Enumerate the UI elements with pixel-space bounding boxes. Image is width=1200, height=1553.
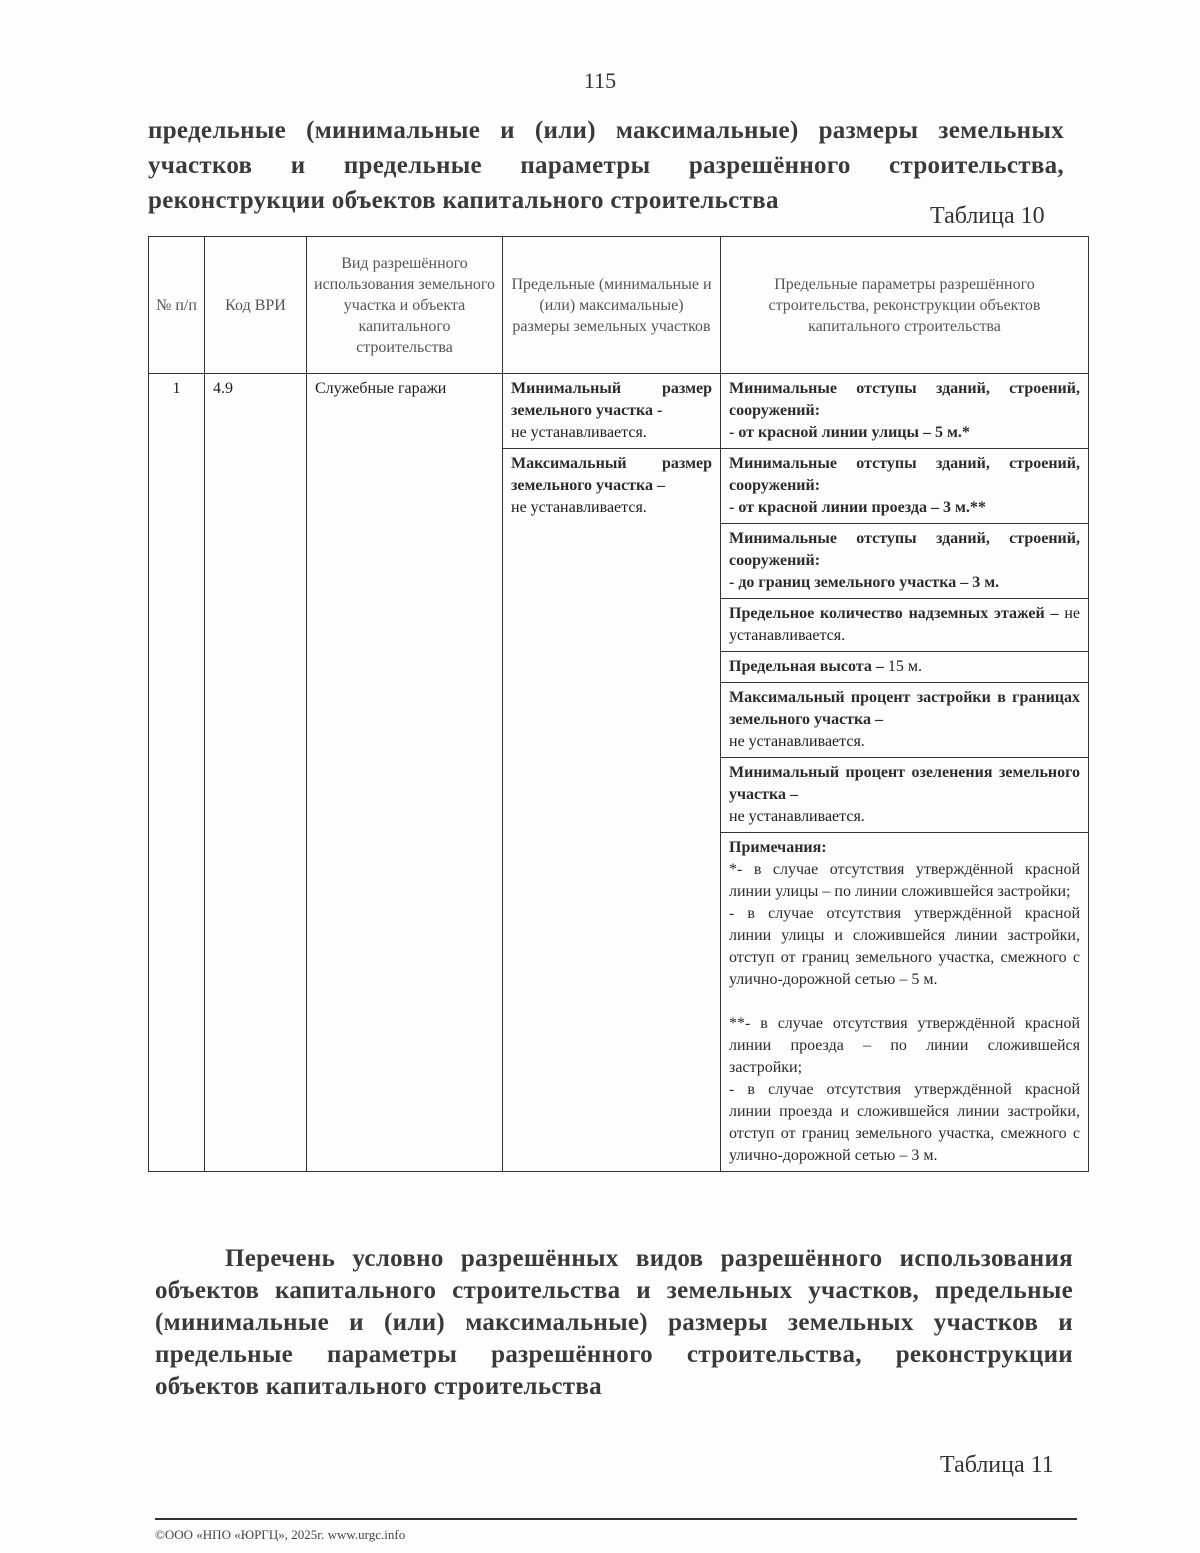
header-size: Предельные (минимальные и (или) максимальные) размеры земельных участков: [503, 237, 721, 374]
param-title: Минимальные отступы зданий, строений, сооружений:: [729, 530, 1080, 569]
param-title: Минимальные отступы зданий, строений, сооружений:: [729, 455, 1080, 494]
param-title: Максимальный процент застройки в границах земельного участка –: [729, 689, 1080, 728]
param-title: Минимальный процент озеленения земельного участка –: [729, 764, 1080, 803]
cell-code: 4.9: [205, 374, 307, 1172]
param-value: не устанавливается.: [729, 733, 865, 750]
footer-divider: [155, 1518, 1077, 1520]
note-item: **- в случае отсутствия утверждённой красной линии проезда – по линии сложившейся застройки;: [729, 1015, 1080, 1076]
max-size-title: Максимальный размер земельного участка –: [511, 455, 712, 494]
param-value: не устанавливается.: [729, 808, 865, 825]
min-size-value: не устанавливается.: [511, 424, 647, 441]
table-header-row: [149, 237, 1089, 374]
header-num: № п/п: [149, 237, 205, 374]
param-value: - от красной линии улицы – 5 м.*: [729, 424, 970, 441]
param-title: Предельное количество надземных этажей –: [729, 605, 1059, 622]
section-heading: предельные (минимальные и (или) максимальные) размеры земельных участков и предельные параметры разрешённого строительства, реконструкции объектов капитального строительства: [148, 117, 1064, 214]
notes-title: Примечания:: [729, 839, 827, 856]
param-cell: [721, 524, 1089, 599]
param-value: 15 м.: [887, 658, 922, 675]
header-code: Код ВРИ: [205, 237, 307, 374]
page-number: 115: [583, 68, 617, 93]
param-cell: [721, 683, 1089, 758]
note-item: - в случае отсутствия утверждённой красной линии проезда и сложившейся линии застройки, отступ от границ земельного участка, смежного с улично-дорожной сетью – 3 м.: [729, 1081, 1080, 1164]
note-item: *- в случае отсутствия утверждённой красной линии улицы – по линии сложившейся застройки;: [729, 861, 1080, 900]
param-cell: [721, 449, 1089, 524]
table-row: [149, 374, 1089, 449]
param-value: - до границ земельного участка – 3 м.: [729, 574, 1000, 591]
cell-min-size: [503, 374, 721, 449]
param-value: не устанавливается.: [729, 605, 1081, 644]
param-title: Минимальные отступы зданий, строений, сооружений:: [729, 380, 1080, 419]
max-size-value: не устанавливается.: [511, 499, 647, 516]
note-item: - в случае отсутствия утверждённой красной линии улицы и сложившейся линии застройки, отступ от границ земельного участка, смежного с улично-дорожной сетью – 5 м.: [729, 905, 1080, 988]
param-cell: [721, 758, 1089, 833]
param-cell: [721, 652, 1089, 683]
header-params: Предельные параметры разрешённого строительства, реконструкции объектов капитального строительства: [721, 237, 1089, 374]
min-size-title: Минимальный размер земельного участка -: [511, 380, 712, 419]
cell-num: 1: [149, 374, 205, 1172]
section-heading-conditional: Перечень условно разрешённых видов разрешённого использования объектов капитального строительства и земельных участков, предельные (минимальные и (или) максимальные) размеры земельных участков и предельные параметры разрешённого строительства, реконструкции объектов капитального строительства: [155, 1245, 1073, 1400]
table-caption: Таблица 11: [940, 1452, 1054, 1478]
notes-cell: [721, 833, 1089, 1172]
param-cell: [721, 374, 1089, 449]
param-title: Предельная высота –: [729, 658, 884, 675]
table-caption: Таблица 10: [930, 203, 1045, 229]
header-use: Вид разрешённого использования земельного участка и объекта капитального строительства: [307, 237, 503, 374]
footer-copyright: ©ООО «НПО «ЮРГЦ», 2025г. www.urgc.info: [155, 1527, 406, 1542]
param-cell: [721, 599, 1089, 652]
cell-max-size: [503, 449, 721, 1172]
cell-use: Служебные гаражи: [307, 374, 503, 1172]
regulations-table: [148, 236, 1089, 1172]
param-value: - от красной линии проезда – 3 м.**: [729, 499, 986, 516]
note-spacer: [729, 991, 1080, 1013]
